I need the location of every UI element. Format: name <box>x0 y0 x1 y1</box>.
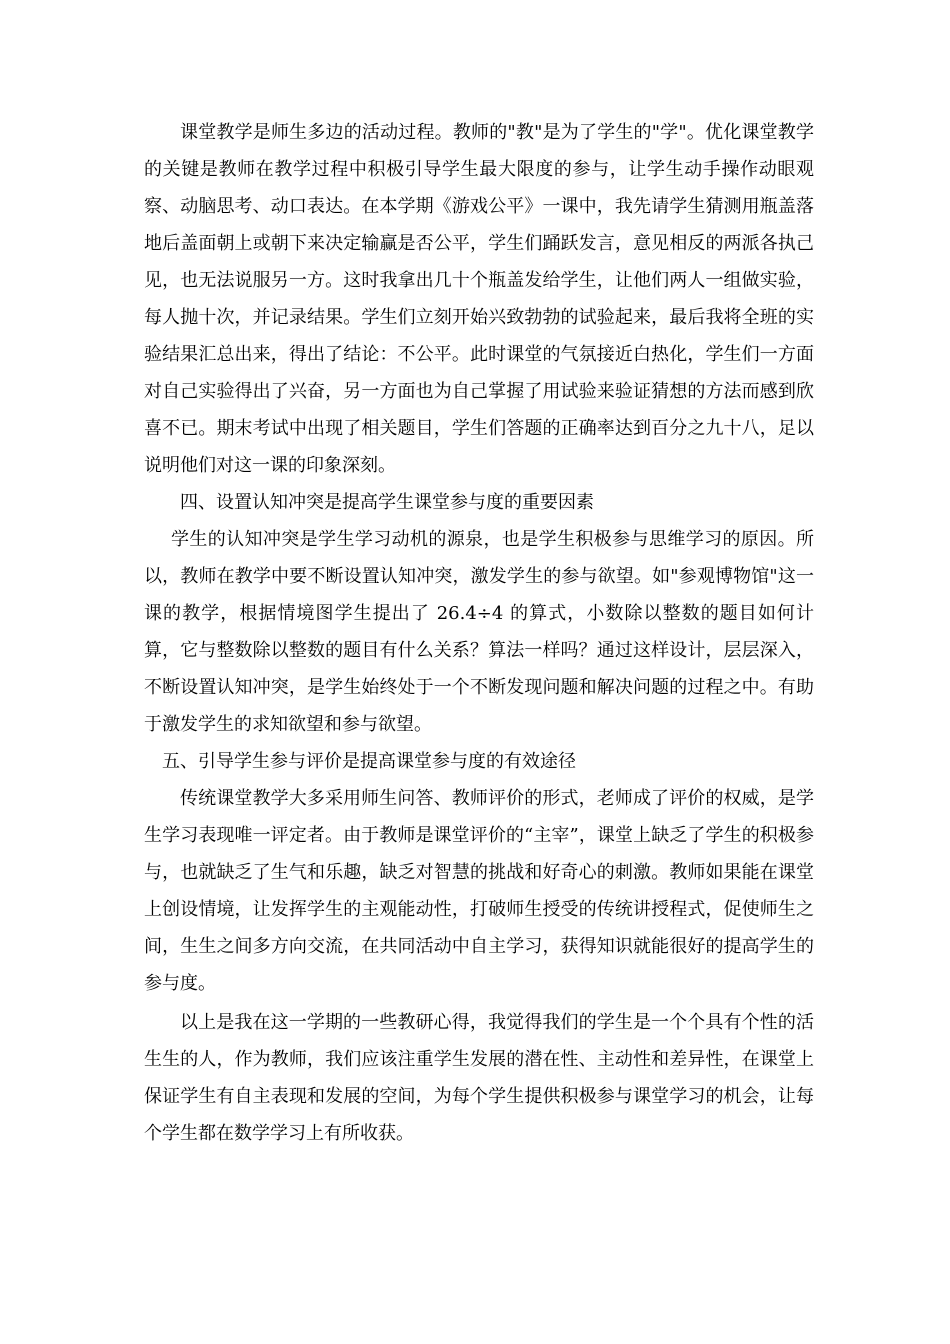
body-paragraph-conclusion: 以上是我在这一学期的一些教研心得，我觉得我们的学生是一个个具有个性的活生生的人，作为教师，我们应该注重学生发展的潜在性、主动性和差异性，在课堂上保证学生有自主表现和发展的空间，为每个学生提供积极参与课堂学习的机会，让每个学生都在数学学习上有所收获。 <box>144 1012 814 1144</box>
section-heading-cognitive-conflict: 四、设置认知冲突是提高学生课堂参与度的重要因素 <box>180 492 594 513</box>
body-paragraph-classroom-teaching: 课堂教学是师生多边的活动过程。教师的"教"是为了学生的"学"。优化课堂教学的关键是教师在教学过程中积极引导学生最大限度的参与，让学生动手操作动眼观察、动脑思考、动口表达。在本学期《游戏公平》一课中，我先请学生猜测用瓶盖落地后盖面朝上或朝下来决定输赢是否公平，学生们踊跃发言，意见相反的两派各执己见，也无法说服另一方。这时我拿出几十个瓶盖发给学生，让他们两人一组做实验，每人抛十次，并记录结果。学生们立刻开始兴致勃勃的试验起来，最后我将全班的实验结果汇总出来，得出了结论：不公平。此时课堂的气氛接近白热化，学生们一方面对自己实验得出了兴奋，另一方面也为自己掌握了用试验来验证猜想的方法而感到欣喜不已。期末考试中出现了相关题目，学生们答题的正确率达到百分之九十八，足以说明他们对这一课的印象深刻。 <box>144 122 814 476</box>
body-paragraph-student-evaluation: 传统课堂教学大多采用师生问答、教师评价的形式，老师成了评价的权威，是学生学习表现唯一评定者。由于教师是课堂评价的“主宰”，课堂上缺乏了学生的积极参与，也就缺乏了生气和乐趣，缺乏对智慧的挑战和好奇心的刺激。教师如果能在课堂上创设情境，让发挥学生的主观能动性，打破师生授受的传统讲授程式，促使师生之间，生生之间多方向交流，在共同活动中自主学习，获得知识就能很好的提高学生的参与度。 <box>144 788 814 994</box>
body-paragraph-cognitive-conflict: 学生的认知冲突是学生学习动机的源泉，也是学生积极参与思维学习的原因。所以，教师在教学中要不断设置认知冲突，激发学生的参与欲望。如"参观博物馆"这一课的教学，根据情境图学生提出了 26.4÷4 的算式，小数除以整数的题目如何计算，它与整数除以整数的题目有什么关系？算法一样吗？通过这样设计，层层深入，不断设置认知冲突，是学生始终处于一个不断发现问题和解决问题的过程之中。有助于激发学生的求知欲望和参与欲望。 <box>144 529 814 735</box>
section-heading-student-evaluation: 五、引导学生参与评价是提高课堂参与度的有效途径 <box>162 751 576 772</box>
document-page <box>144 114 814 1152</box>
